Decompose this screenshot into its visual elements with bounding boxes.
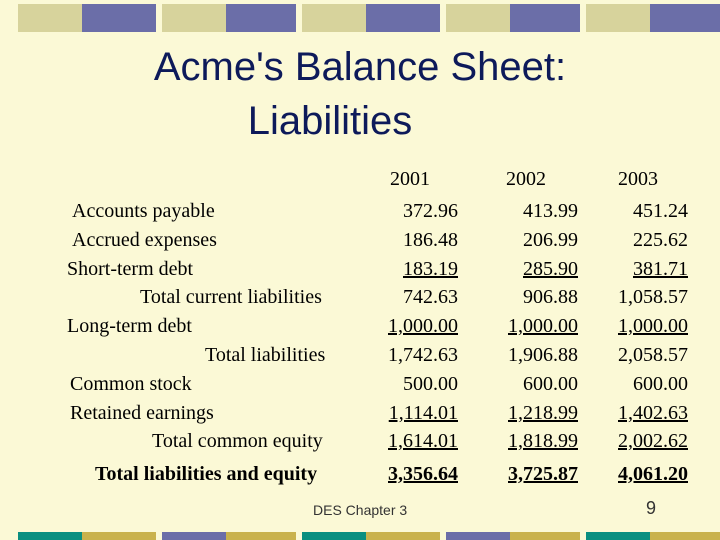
value-2003: 381.71 xyxy=(633,258,688,280)
row-label: Retained earnings xyxy=(70,402,214,424)
row-label: Short-term debt xyxy=(67,258,194,280)
deco-block xyxy=(446,532,510,540)
value-2002: 206.99 xyxy=(523,229,578,251)
table-row xyxy=(0,402,720,430)
row-label: Total liabilities and equity xyxy=(95,463,318,485)
row-label: Total liabilities xyxy=(205,344,326,366)
row-label: Total current liabilities xyxy=(140,286,322,308)
table-row xyxy=(0,229,720,257)
table-row xyxy=(0,200,720,228)
deco-block xyxy=(226,4,296,32)
value-2003: 2,002.62 xyxy=(618,430,688,452)
footer-chapter: DES Chapter 3 xyxy=(313,502,408,518)
value-2002: 3,725.87 xyxy=(508,463,578,485)
row-label: Accrued expenses xyxy=(72,229,217,251)
value-2001: 183.19 xyxy=(403,258,458,280)
value-2003: 600.00 xyxy=(633,373,688,395)
value-2002: 413.99 xyxy=(523,200,578,222)
value-2001: 500.00 xyxy=(403,373,458,395)
value-2003: 4,061.20 xyxy=(618,463,688,485)
table-row xyxy=(0,463,720,491)
year-header-row xyxy=(0,168,720,192)
deco-block xyxy=(366,4,440,32)
deco-block xyxy=(162,532,226,540)
year-header-2001: 2001 xyxy=(390,168,430,190)
value-2003: 1,402.63 xyxy=(618,402,688,424)
title-line-2: Liabilities xyxy=(247,99,413,143)
deco-block xyxy=(162,4,226,32)
year-header-2003: 2003 xyxy=(618,168,658,190)
row-label: Accounts payable xyxy=(72,200,215,222)
deco-block xyxy=(586,532,650,540)
title-line-1: Acme's Balance Sheet: xyxy=(153,45,567,89)
value-2002: 1,000.00 xyxy=(508,315,578,337)
deco-block xyxy=(650,532,720,540)
value-2002: 600.00 xyxy=(523,373,578,395)
value-2001: 742.63 xyxy=(403,286,458,308)
value-2002: 1,906.88 xyxy=(508,344,578,366)
table-row xyxy=(0,258,720,286)
row-label: Total common equity xyxy=(152,430,323,452)
deco-block xyxy=(302,532,366,540)
value-2002: 906.88 xyxy=(523,286,578,308)
value-2001: 1,742.63 xyxy=(388,344,458,366)
value-2001: 3,356.64 xyxy=(388,463,458,485)
deco-block xyxy=(226,532,296,540)
table-row xyxy=(0,430,720,458)
value-2003: 1,058.57 xyxy=(618,286,688,308)
deco-block xyxy=(446,4,510,32)
page-number: 9 xyxy=(646,498,657,518)
value-2003: 2,058.57 xyxy=(618,344,688,366)
value-2003: 1,000.00 xyxy=(618,315,688,337)
value-2002: 285.90 xyxy=(523,258,578,280)
deco-block xyxy=(650,4,720,32)
year-header-2002: 2002 xyxy=(506,168,546,190)
value-2001: 186.48 xyxy=(403,229,458,251)
value-2003: 451.24 xyxy=(633,200,688,222)
value-2001: 1,000.00 xyxy=(388,315,458,337)
deco-block xyxy=(366,532,440,540)
value-2001: 372.96 xyxy=(403,200,458,222)
deco-block xyxy=(18,532,82,540)
value-2001: 1,614.01 xyxy=(388,430,458,452)
row-label: Long-term debt xyxy=(67,315,192,337)
table-row xyxy=(0,315,720,343)
deco-block xyxy=(586,4,650,32)
slide-title xyxy=(0,40,720,148)
table-row xyxy=(0,344,720,372)
value-2003: 225.62 xyxy=(633,229,688,251)
deco-block xyxy=(510,532,580,540)
table-row xyxy=(0,373,720,401)
value-2002: 1,218.99 xyxy=(508,402,578,424)
value-2002: 1,818.99 xyxy=(508,430,578,452)
table-row xyxy=(0,286,720,314)
bottom-decorative-band xyxy=(0,532,720,540)
row-label: Common stock xyxy=(70,373,192,395)
deco-block xyxy=(510,4,580,32)
value-2001: 1,114.01 xyxy=(388,402,458,424)
deco-block xyxy=(82,4,156,32)
top-decorative-band xyxy=(0,4,720,32)
deco-block xyxy=(82,532,156,540)
slide-footer xyxy=(0,498,720,522)
deco-block xyxy=(18,4,82,32)
deco-block xyxy=(302,4,366,32)
